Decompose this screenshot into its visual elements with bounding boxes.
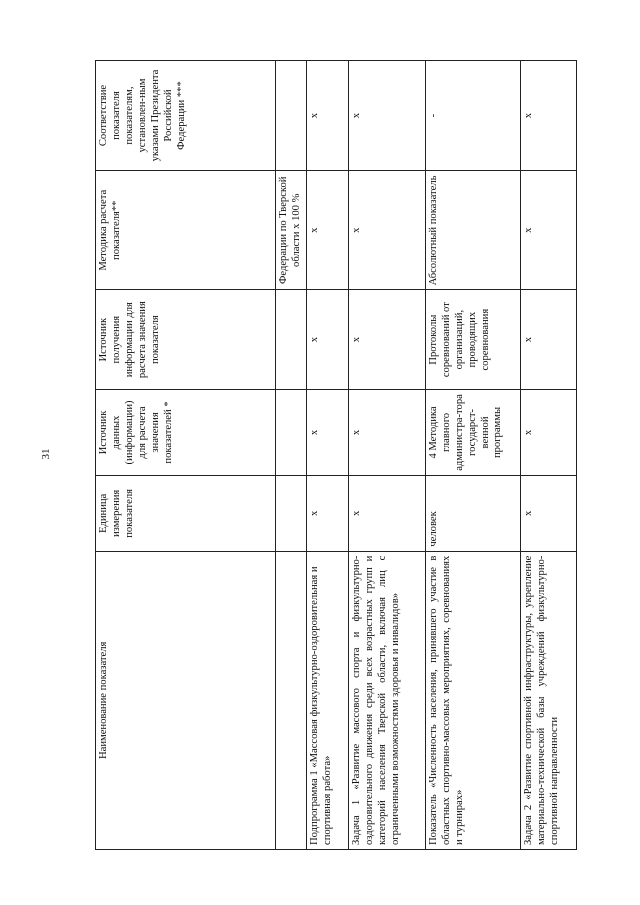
row-name: Подпрограмма 1 «Массовая физкультурно-оздоровительная и спортивная работа» xyxy=(306,551,348,849)
page-number: 31 xyxy=(40,448,52,460)
row-method: х xyxy=(348,171,425,290)
row-info-source: х xyxy=(306,290,348,389)
row-method: х xyxy=(520,171,576,290)
row-compliance: х xyxy=(348,61,425,171)
table-row-continuation xyxy=(276,61,307,850)
row-data-source: х xyxy=(520,389,576,475)
table-header-row xyxy=(96,61,276,850)
row-name: Показатель «Численность населения, принявшего участие в областных спортивно-массовых мероприятиях, соревнованиях и турнирах» xyxy=(425,551,520,849)
continuation-method-cell: Федерации по Тверской области х 100 % xyxy=(276,171,307,290)
row-info-source: х xyxy=(348,290,425,389)
header-unit: Единица измерения показателя xyxy=(96,476,276,552)
row-data-source: х xyxy=(306,389,348,475)
row-data-source: х xyxy=(348,389,425,475)
row-info-source: Протоколы соревнований от организаций, проводящих соревнования xyxy=(425,290,520,389)
row-name: Задача 1 «Развитие массового спорта и физкультурно-оздоровительного движения среди всех возрастных групп и категорий населения Тверской области, включая лиц с ограниченными возможностями здоровья и инвалидов» xyxy=(348,551,425,849)
table-row xyxy=(520,61,576,850)
row-method: х xyxy=(306,171,348,290)
indicators-table xyxy=(95,60,577,850)
row-unit: х xyxy=(520,476,576,552)
row-compliance: х xyxy=(520,61,576,171)
row-unit: х xyxy=(306,476,348,552)
header-info-source: Источник получения информации для расчета значения показателя xyxy=(96,290,276,389)
header-indicator-name: Наименование показателя xyxy=(96,551,276,849)
rotated-page-content xyxy=(95,60,560,850)
header-data-source: Источник данных (информации) для расчета значения показателей * xyxy=(96,389,276,475)
table-row xyxy=(425,61,520,850)
row-unit: х xyxy=(348,476,425,552)
row-info-source: х xyxy=(520,290,576,389)
row-data-source: 4 Методика главного администра-тора государст-венной программы xyxy=(425,389,520,475)
header-calculation-method: Методика расчета показателя** xyxy=(96,171,276,290)
table-row xyxy=(348,61,425,850)
row-compliance: х xyxy=(306,61,348,171)
table-row xyxy=(306,61,348,850)
row-compliance: - xyxy=(425,61,520,171)
row-method: Абсолютный показатель xyxy=(425,171,520,290)
row-name: Задача 2 «Развитие спортивной инфраструктуры, укрепление материально-технической базы учреждений физкультурно-спортивной направленности xyxy=(520,551,576,849)
row-unit: человек xyxy=(425,476,520,552)
header-compliance: Соответствие показателя показателям, установлен-ным указами Президента Российской Федерации *** xyxy=(96,61,276,171)
